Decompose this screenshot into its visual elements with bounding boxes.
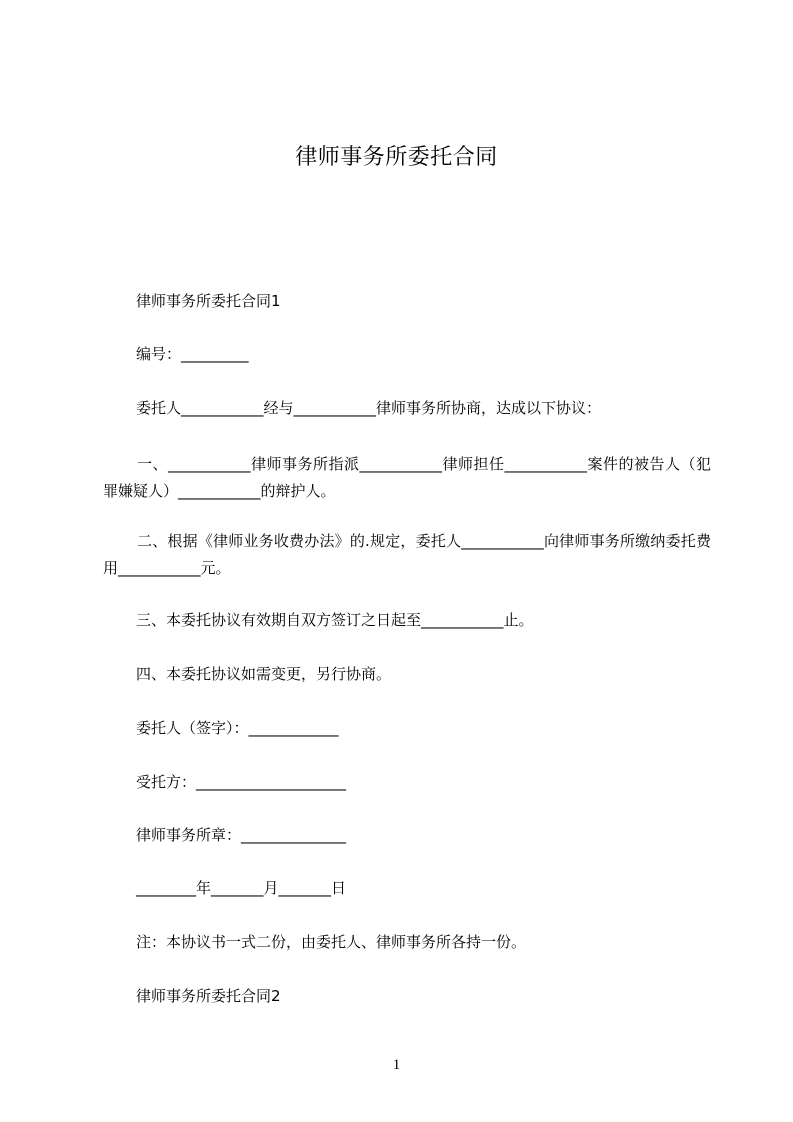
agreement-intro: 委托人___________经与___________律师事务所协商，达成以下协议： — [136, 399, 602, 417]
clause-2: 二、根据《律师业务收费办法》的.规定，委托人___________向律师事务所缴纳委托费用___________元。 — [103, 532, 711, 577]
trustee-line: 受托方：____________________ — [136, 773, 347, 791]
document-title: 律师事务所委托合同 — [295, 145, 498, 170]
contract-number-line: 编号：_________ — [136, 345, 249, 363]
section-1-heading: 律师事务所委托合同1 — [136, 292, 281, 310]
clause-1: 一、___________律师事务所指派___________律师担任___________案件的被告人（犯罪嫌疑人）___________的辩护人。 — [103, 455, 711, 500]
clause-3: 三、本委托协议有效期自双方签订之日起至___________止。 — [136, 611, 534, 629]
page-number: 1 — [392, 1057, 401, 1073]
copies-note: 注：本协议书一式二份，由委托人、律师事务所各持一份。 — [136, 933, 527, 951]
firm-seal-line: 律师事务所章：______________ — [136, 826, 347, 844]
date-line: ________年_______月_______日 — [136, 879, 347, 897]
client-signature-line: 委托人（签字）：____________ — [136, 719, 339, 737]
section-2-heading: 律师事务所委托合同2 — [136, 987, 281, 1005]
clause-4: 四、本委托协议如需变更，另行协商。 — [136, 665, 392, 683]
